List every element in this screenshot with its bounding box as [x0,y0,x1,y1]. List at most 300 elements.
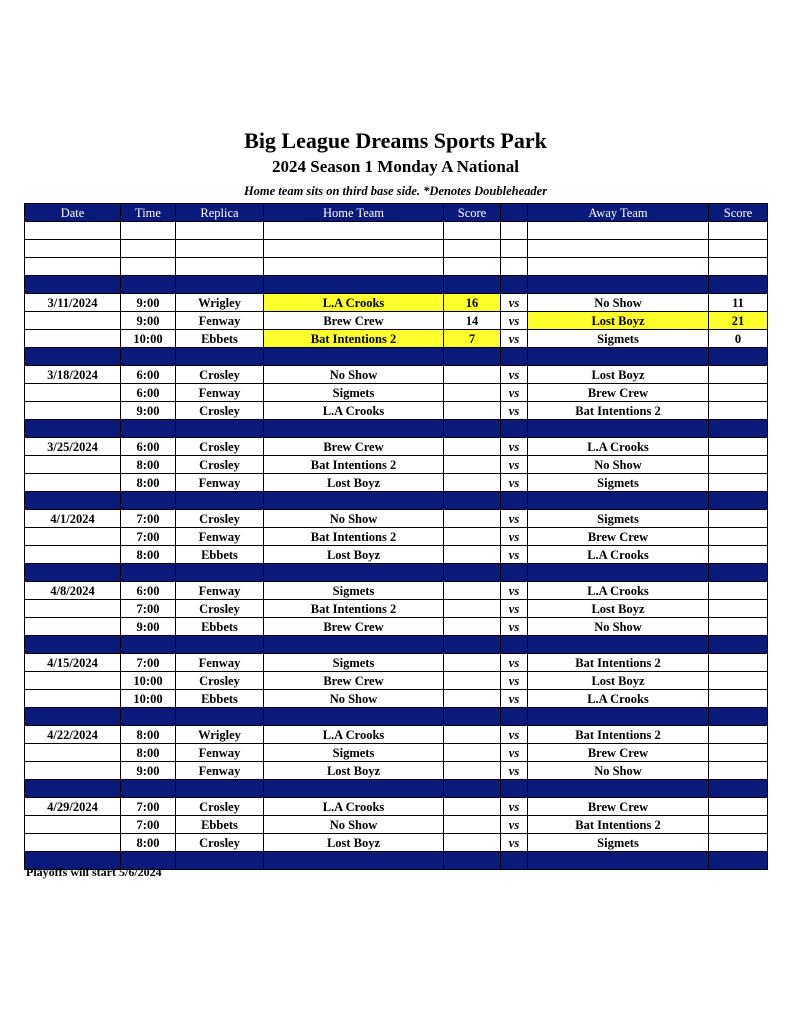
home-score: 16 [444,294,501,312]
vs-label: vs [501,456,528,474]
vs-label: vs [501,438,528,456]
away-score [709,474,768,492]
game-time: 8:00 [121,456,176,474]
separator-cell [501,564,528,582]
game-field: Wrigley [176,726,264,744]
away-team: Lost Boyz [528,366,709,384]
home-team: Brew Crew [264,672,444,690]
vs-label: vs [501,474,528,492]
game-row [25,402,768,420]
vs-label: vs [501,690,528,708]
away-team: Sigmets [528,474,709,492]
vs-label: vs [501,600,528,618]
separator-cell [501,780,528,798]
game-field: Ebbets [176,690,264,708]
vs-label: vs [501,762,528,780]
separator-cell [264,420,444,438]
game-date-empty [25,474,121,492]
game-date-empty [25,546,121,564]
vs-label: vs [501,654,528,672]
separator-cell [528,780,709,798]
separator-cell [176,636,264,654]
game-date-empty [25,834,121,852]
home-team: Sigmets [264,384,444,402]
away-score [709,654,768,672]
separator-cell [121,348,176,366]
empty-cell [709,222,768,240]
separator-cell [501,636,528,654]
away-team: Lost Boyz [528,672,709,690]
home-score [444,582,501,600]
home-score [444,690,501,708]
game-field: Fenway [176,312,264,330]
home-score [444,798,501,816]
game-row [25,510,768,528]
separator-cell [444,276,501,294]
game-time: 8:00 [121,834,176,852]
game-field: Fenway [176,384,264,402]
game-date: 4/15/2024 [25,654,121,672]
empty-cell [25,222,121,240]
game-date: 4/22/2024 [25,726,121,744]
away-team: Bat Intentions 2 [528,726,709,744]
empty-cell [709,240,768,258]
home-team: No Show [264,366,444,384]
separator-cell [709,852,768,870]
separator-cell [176,852,264,870]
separator-cell [501,348,528,366]
vs-label: vs [501,798,528,816]
column-header-away-score: Score [709,204,768,222]
game-row [25,546,768,564]
separator-cell [176,420,264,438]
column-header-home-score: Score [444,204,501,222]
away-team: No Show [528,456,709,474]
game-field: Fenway [176,474,264,492]
empty-cell [501,222,528,240]
home-score [444,366,501,384]
away-score [709,690,768,708]
away-team: No Show [528,618,709,636]
home-score [444,456,501,474]
separator-cell [121,420,176,438]
column-header-replica: Replica [176,204,264,222]
away-team: Sigmets [528,510,709,528]
game-date-empty [25,816,121,834]
away-score [709,582,768,600]
game-field: Ebbets [176,330,264,348]
empty-cell [121,240,176,258]
separator-cell [264,852,444,870]
game-time: 8:00 [121,546,176,564]
away-team: Bat Intentions 2 [528,654,709,672]
game-row [25,600,768,618]
home-score [444,744,501,762]
home-score [444,600,501,618]
home-team: Sigmets [264,582,444,600]
separator-cell [264,708,444,726]
home-team: L.A Crooks [264,402,444,420]
game-time: 6:00 [121,384,176,402]
game-time: 7:00 [121,600,176,618]
game-date-empty [25,528,121,546]
game-time: 9:00 [121,294,176,312]
vs-label: vs [501,528,528,546]
empty-cell [528,240,709,258]
empty-row [25,240,768,258]
game-field: Fenway [176,744,264,762]
empty-cell [444,258,501,276]
home-score [444,402,501,420]
home-team: L.A Crooks [264,726,444,744]
game-time: 7:00 [121,510,176,528]
separator-cell [501,420,528,438]
away-team: Lost Boyz [528,600,709,618]
home-score [444,546,501,564]
separator-cell [444,780,501,798]
separator-cell [25,492,121,510]
vs-label: vs [501,366,528,384]
game-time: 6:00 [121,582,176,600]
game-time: 7:00 [121,816,176,834]
column-header-time: Time [121,204,176,222]
separator-cell [264,276,444,294]
page-subtitle: 2024 Season 1 Monday A National [271,157,519,176]
vs-label: vs [501,672,528,690]
vs-label: vs [501,726,528,744]
home-team: Sigmets [264,654,444,672]
column-header-date: Date [25,204,121,222]
game-field: Crosley [176,798,264,816]
game-time: 9:00 [121,402,176,420]
separator-cell [264,492,444,510]
game-time: 7:00 [121,654,176,672]
game-field: Crosley [176,456,264,474]
home-team: Sigmets [264,744,444,762]
game-row [25,474,768,492]
separator-cell [121,780,176,798]
home-team: Brew Crew [264,312,444,330]
separator-cell [264,348,444,366]
away-team: L.A Crooks [528,582,709,600]
away-score [709,726,768,744]
separator-cell [25,564,121,582]
empty-cell [709,258,768,276]
away-team: Brew Crew [528,744,709,762]
away-team: L.A Crooks [528,690,709,708]
game-row [25,744,768,762]
game-row [25,456,768,474]
game-row [25,384,768,402]
game-field: Fenway [176,582,264,600]
game-row [25,294,768,312]
away-team: Bat Intentions 2 [528,402,709,420]
separator-cell [176,276,264,294]
game-date-empty [25,690,121,708]
game-field: Ebbets [176,546,264,564]
separator-cell [709,564,768,582]
empty-cell [25,240,121,258]
vs-label: vs [501,582,528,600]
header-row [25,204,768,222]
empty-row [25,258,768,276]
empty-cell [176,240,264,258]
empty-cell [528,258,709,276]
home-score [444,384,501,402]
empty-cell [264,222,444,240]
separator-cell [176,780,264,798]
home-score [444,654,501,672]
home-team: No Show [264,816,444,834]
away-team: Brew Crew [528,384,709,402]
game-date-empty [25,618,121,636]
separator-cell [25,276,121,294]
separator-cell [264,636,444,654]
home-score [444,510,501,528]
game-row [25,672,768,690]
empty-cell [528,222,709,240]
vs-label: vs [501,546,528,564]
playoffs-note: Playoffs will start 5/6/2024 [26,865,162,879]
separator-cell [501,492,528,510]
game-field: Ebbets [176,618,264,636]
vs-label: vs [501,744,528,762]
separator-cell [501,708,528,726]
away-score [709,510,768,528]
away-team: No Show [528,762,709,780]
game-field: Crosley [176,438,264,456]
separator-cell [444,420,501,438]
away-score [709,528,768,546]
separator-cell [528,636,709,654]
game-date-empty [25,384,121,402]
game-row [25,438,768,456]
column-header-away-team: Away Team [528,204,709,222]
page-title: Big League Dreams Sports Park [244,128,547,153]
column-header-home-team: Home Team [264,204,444,222]
game-row [25,762,768,780]
separator-cell [444,564,501,582]
game-date-empty [25,312,121,330]
away-score [709,438,768,456]
home-team: Brew Crew [264,618,444,636]
game-date: 3/11/2024 [25,294,121,312]
away-score [709,384,768,402]
game-field: Crosley [176,672,264,690]
game-date-empty [25,456,121,474]
separator-cell [25,420,121,438]
home-score [444,528,501,546]
game-date: 3/25/2024 [25,438,121,456]
home-score [444,834,501,852]
home-team: L.A Crooks [264,798,444,816]
game-date-empty [25,672,121,690]
home-team: Brew Crew [264,438,444,456]
game-row [25,816,768,834]
home-score [444,618,501,636]
game-time: 8:00 [121,726,176,744]
home-score [444,726,501,744]
home-team: Bat Intentions 2 [264,528,444,546]
separator-cell [528,708,709,726]
week-separator-row [25,564,768,582]
separator-cell [501,852,528,870]
empty-row [25,222,768,240]
away-team: L.A Crooks [528,546,709,564]
away-score [709,798,768,816]
home-team: Lost Boyz [264,474,444,492]
separator-cell [709,708,768,726]
home-team: Bat Intentions 2 [264,600,444,618]
game-time: 9:00 [121,312,176,330]
game-field: Fenway [176,654,264,672]
game-row [25,582,768,600]
away-score [709,600,768,618]
home-team: Bat Intentions 2 [264,330,444,348]
separator-cell [709,276,768,294]
home-team: Lost Boyz [264,834,444,852]
doubleheader-note: Home team sits on third base side. *Denotes Doubleheader [243,184,548,198]
away-score: 21 [709,312,768,330]
separator-cell [709,636,768,654]
game-field: Crosley [176,366,264,384]
game-field: Crosley [176,600,264,618]
home-team: No Show [264,690,444,708]
game-date: 3/18/2024 [25,366,121,384]
separator-cell [528,420,709,438]
vs-label: vs [501,330,528,348]
week-separator-row [25,348,768,366]
game-field: Wrigley [176,294,264,312]
game-field: Crosley [176,510,264,528]
home-score: 7 [444,330,501,348]
home-score [444,438,501,456]
empty-cell [264,258,444,276]
home-team: No Show [264,510,444,528]
away-team: Sigmets [528,330,709,348]
separator-cell [444,708,501,726]
game-time: 9:00 [121,762,176,780]
vs-label: vs [501,510,528,528]
away-score [709,744,768,762]
separator-cell [25,780,121,798]
empty-cell [444,222,501,240]
empty-cell [25,258,121,276]
game-date-empty [25,600,121,618]
separator-cell [176,348,264,366]
empty-cell [121,222,176,240]
game-time: 6:00 [121,438,176,456]
game-field: Fenway [176,528,264,546]
away-score: 11 [709,294,768,312]
separator-cell [25,348,121,366]
game-row [25,834,768,852]
home-team: Lost Boyz [264,762,444,780]
empty-cell [501,240,528,258]
game-date: 4/29/2024 [25,798,121,816]
game-date: 4/1/2024 [25,510,121,528]
separator-cell [528,348,709,366]
away-team: Bat Intentions 2 [528,816,709,834]
game-date: 4/8/2024 [25,582,121,600]
column-header-vs [501,204,528,222]
separator-cell [176,492,264,510]
separator-cell [444,636,501,654]
separator-cell [25,708,121,726]
away-team: Brew Crew [528,798,709,816]
separator-cell [264,564,444,582]
home-score [444,816,501,834]
away-team: No Show [528,294,709,312]
away-score [709,402,768,420]
game-date-empty [25,744,121,762]
vs-label: vs [501,834,528,852]
separator-cell [709,492,768,510]
game-field: Crosley [176,402,264,420]
game-row [25,528,768,546]
vs-label: vs [501,402,528,420]
home-team: Lost Boyz [264,546,444,564]
separator-cell [709,348,768,366]
vs-label: vs [501,816,528,834]
separator-cell [121,564,176,582]
away-score [709,672,768,690]
game-field: Crosley [176,834,264,852]
game-date-empty [25,330,121,348]
separator-cell [176,708,264,726]
separator-cell [121,492,176,510]
game-time: 7:00 [121,798,176,816]
separator-cell [709,780,768,798]
game-time: 7:00 [121,528,176,546]
home-team: Bat Intentions 2 [264,456,444,474]
game-time: 8:00 [121,474,176,492]
away-team: Brew Crew [528,528,709,546]
game-field: Fenway [176,762,264,780]
separator-cell [176,564,264,582]
away-score [709,456,768,474]
game-time: 10:00 [121,690,176,708]
home-score [444,672,501,690]
empty-cell [501,258,528,276]
game-row [25,798,768,816]
empty-cell [176,258,264,276]
separator-cell [444,852,501,870]
week-separator-row [25,276,768,294]
schedule-table [24,203,768,870]
away-score [709,546,768,564]
empty-cell [176,222,264,240]
away-score [709,618,768,636]
vs-label: vs [501,618,528,636]
game-time: 10:00 [121,330,176,348]
away-score [709,366,768,384]
game-time: 9:00 [121,618,176,636]
game-date-empty [25,402,121,420]
game-time: 6:00 [121,366,176,384]
vs-label: vs [501,294,528,312]
separator-cell [121,636,176,654]
separator-cell [444,348,501,366]
separator-cell [501,276,528,294]
week-separator-row [25,636,768,654]
vs-label: vs [501,312,528,330]
game-field: Ebbets [176,816,264,834]
week-separator-row [25,708,768,726]
separator-cell [528,564,709,582]
week-separator-row [25,492,768,510]
separator-cell [528,492,709,510]
